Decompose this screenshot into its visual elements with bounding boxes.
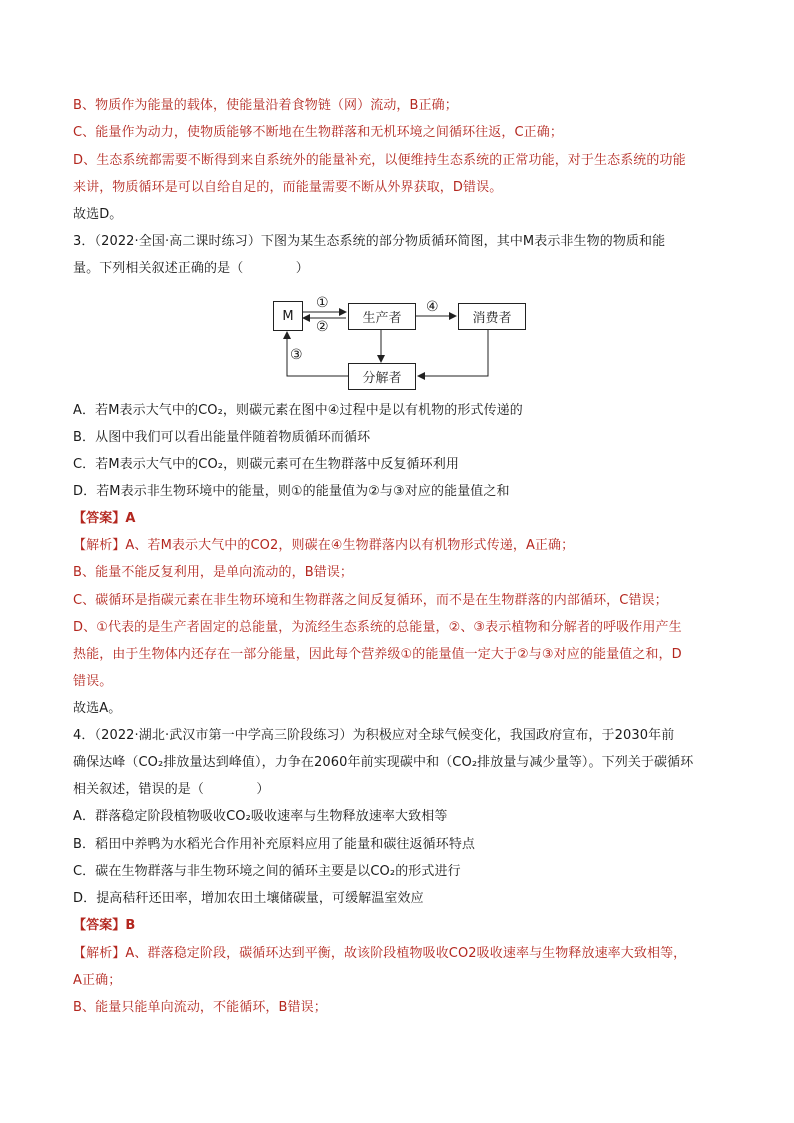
option-d: D．若M表示非生物环境中的能量，则①的能量值为②与③对应的能量值之和 — [73, 484, 510, 499]
question-stem: 确保达峰（CO₂排放量达到峰值），力争在2060年前实现碳中和（CO₂排放量与减少量等）。下列关于碳循环 — [73, 755, 694, 770]
option-c: C．碳在生物群落与非生物环境之间的循环主要是以CO₂的形式进行 — [73, 864, 461, 879]
text-line: 来讲，物质循环是可以自给自足的，而能量需要不断从外界获取，D错误。 — [73, 180, 503, 195]
consumer-box: 消费者 — [458, 303, 526, 330]
option-a: A．群落稳定阶段植物吸收CO₂吸收速率与生物释放速率大致相等 — [73, 809, 448, 824]
option-b: B．从图中我们可以看出能量伴随着物质循环而循环 — [73, 430, 371, 445]
answer-label: 【答案】B — [73, 918, 136, 933]
option-d: D．提高秸秆还田率，增加农田土壤储碳量，可缓解温室效应 — [73, 891, 424, 906]
question-stem: 4．（2022·湖北·武汉市第一中学高三阶段练习）为积极应对全球气候变化，我国政府宣布，于2030年前 — [73, 728, 675, 743]
answer-label: 【答案】A — [73, 511, 136, 526]
analysis-line: B、能量只能单向流动，不能循环，B错误； — [73, 1000, 327, 1015]
text-line: C、能量作为动力，使物质能够不断地在生物群落和无机环境之间循环往返，C正确； — [73, 125, 563, 140]
question-stem: 3．（2022·全国·高二课时练习）下图为某生态系统的部分物质循环简图，其中M表示非生物的物质和能 — [73, 234, 666, 249]
analysis-line: C、碳循环是指碳元素在非生物环境和生物群落之间反复循环，而不是在生物群落的内部循环，C错误； — [73, 593, 668, 608]
label-4: ④ — [426, 299, 439, 315]
decomposer-box: 分解者 — [348, 363, 416, 390]
analysis-line: D、①代表的是生产者固定的总能量，为流经生态系统的总能量，②、③表示植物和分解者的呼吸作用产生 — [73, 620, 682, 635]
producer-box: 生产者 — [348, 303, 416, 330]
m-box: M — [273, 301, 303, 331]
label-2: ② — [316, 319, 329, 335]
analysis-line: 【解析】A、群落稳定阶段，碳循环达到平衡，故该阶段植物吸收CO2吸收速率与生物释放速率大致相等， — [73, 946, 687, 961]
analysis-line: B、能量不能反复利用，是单向流动的，B错误； — [73, 565, 354, 580]
analysis-line: 【解析】A、若M表示大气中的CO2，则碳在④生物群落内以有机物形式传递，A正确； — [73, 538, 575, 553]
text-line: 故选A。 — [73, 701, 122, 716]
text-line: D、生态系统都需要不断得到来自系统外的能量补充，以便维持生态系统的正常功能，对于生态系统的功能 — [73, 153, 686, 168]
option-b: B．稻田中养鸭为水稻光合作用补充原料应用了能量和碳往返循环特点 — [73, 837, 476, 852]
option-c: C．若M表示大气中的CO₂，则碳元素可在生物群落中反复循环利用 — [73, 457, 459, 472]
label-3: ③ — [290, 347, 303, 363]
text-line: 故选D。 — [73, 207, 123, 222]
analysis-line: 错误。 — [73, 674, 113, 689]
label-1: ① — [316, 295, 329, 311]
question-stem: 量。下列相关叙述正确的是（ ） — [73, 261, 309, 276]
option-a: A．若M表示大气中的CO₂，则碳元素在图中④过程中是以有机物的形式传递的 — [73, 403, 523, 418]
analysis-line: 热能，由于生物体内还存在一部分能量，因此每个营养级①的能量值一定大于②与③对应的能量值之和，D — [73, 647, 682, 662]
question-stem: 相关叙述，错误的是（ ） — [73, 782, 270, 797]
text-line: B、物质作为能量的载体，使能量沿着食物链（网）流动，B正确； — [73, 98, 458, 113]
arrow-consumer-decomposer — [418, 330, 488, 376]
material-cycle-diagram — [270, 296, 530, 392]
analysis-line: A正确； — [73, 973, 122, 988]
